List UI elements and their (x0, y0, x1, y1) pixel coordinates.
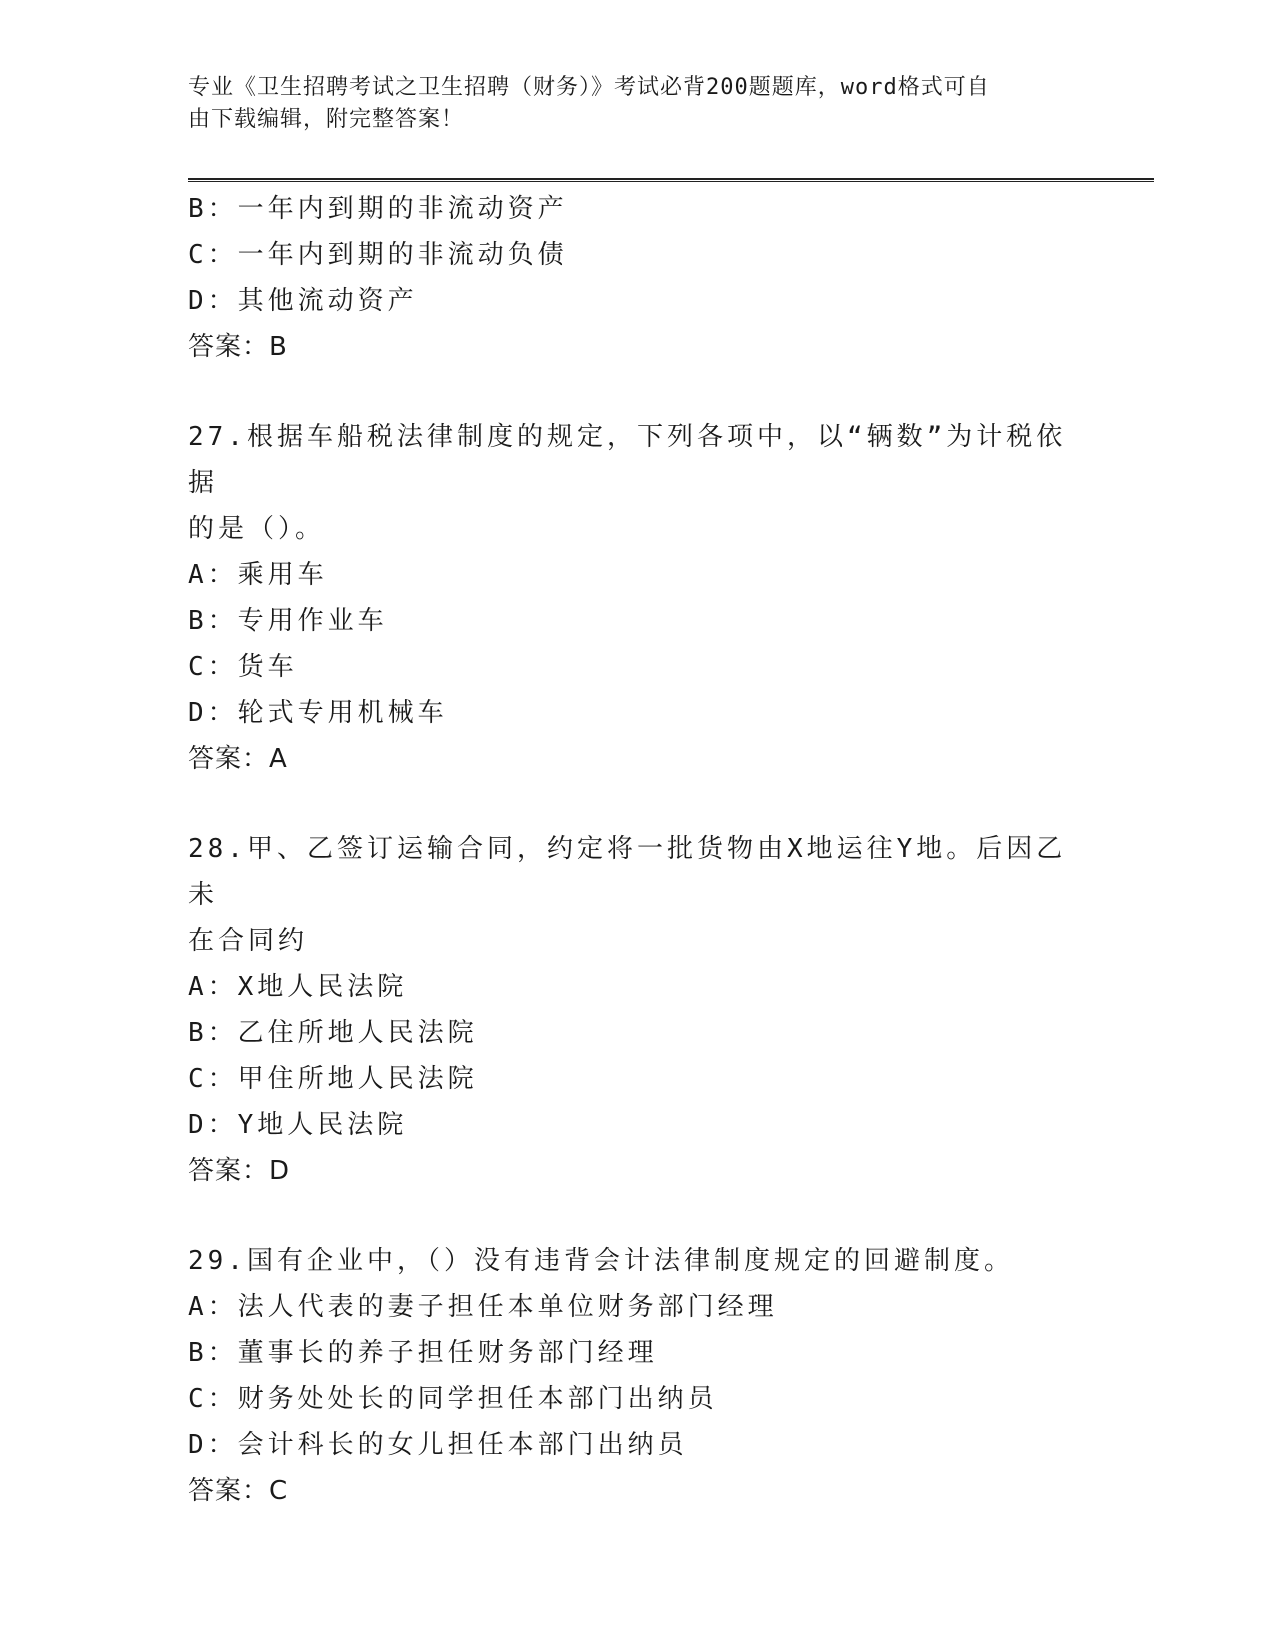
question-27 (188, 414, 1088, 782)
option-d: D：轮式专用机械车 (188, 698, 448, 728)
question-text (188, 414, 1088, 552)
document-body (188, 186, 1088, 1514)
page-header (188, 72, 1068, 136)
option-c: C：货车 (188, 652, 298, 682)
option-d: D：Y地人民法院 (188, 1110, 408, 1140)
question-text-line-2: 的是（）。 (188, 514, 326, 544)
option-b: B：董事长的养子担任财务部门经理 (188, 1338, 658, 1368)
question-29 (188, 1238, 1088, 1514)
answer-text: 答案：C (188, 1476, 289, 1506)
question-28 (188, 826, 1088, 1194)
answer-text: 答案：B (188, 332, 288, 362)
previous-question-tail (188, 186, 1088, 370)
question-text (188, 826, 1088, 964)
option-c: C：一年内到期的非流动负债 (188, 240, 568, 270)
question-text (188, 1238, 1088, 1284)
question-text-line-1: 27.根据车船税法律制度的规定，下列各项中，以“辆数”为计税依据 (188, 422, 1067, 498)
option-a: A：X地人民法院 (188, 972, 408, 1002)
option-b: B：专用作业车 (188, 606, 388, 636)
option-b: B：乙住所地人民法院 (188, 1018, 478, 1048)
option-d: D：其他流动资产 (188, 286, 418, 316)
option-d: D：会计科长的女儿担任本部门出纳员 (188, 1430, 688, 1460)
answer-text: 答案：D (188, 1156, 291, 1186)
option-a: A：乘用车 (188, 560, 328, 590)
header-title-line-1: 专业《卫生招聘考试之卫生招聘（财务）》考试必背200题题库，word格式可自 (188, 75, 990, 100)
question-text-line-2: 在合同约 (188, 926, 309, 956)
option-a: A：法人代表的妻子担任本单位财务部门经理 (188, 1292, 778, 1322)
question-text-line-1: 29.国有企业中，（）没有违背会计法律制度规定的回避制度。 (188, 1246, 1014, 1276)
option-b: B：一年内到期的非流动资产 (188, 194, 568, 224)
option-c: C：财务处处长的同学担任本部门出纳员 (188, 1384, 718, 1414)
header-title-line-2: 由下载编辑，附完整答案！ (188, 107, 465, 132)
option-c: C：甲住所地人民法院 (188, 1064, 478, 1094)
question-text-line-1: 28.甲、乙签订运输合同，约定将一批货物由X地运往Y地。后因乙未 (188, 834, 1067, 910)
answer-text: 答案：A (188, 744, 288, 774)
header-divider (188, 178, 1154, 182)
